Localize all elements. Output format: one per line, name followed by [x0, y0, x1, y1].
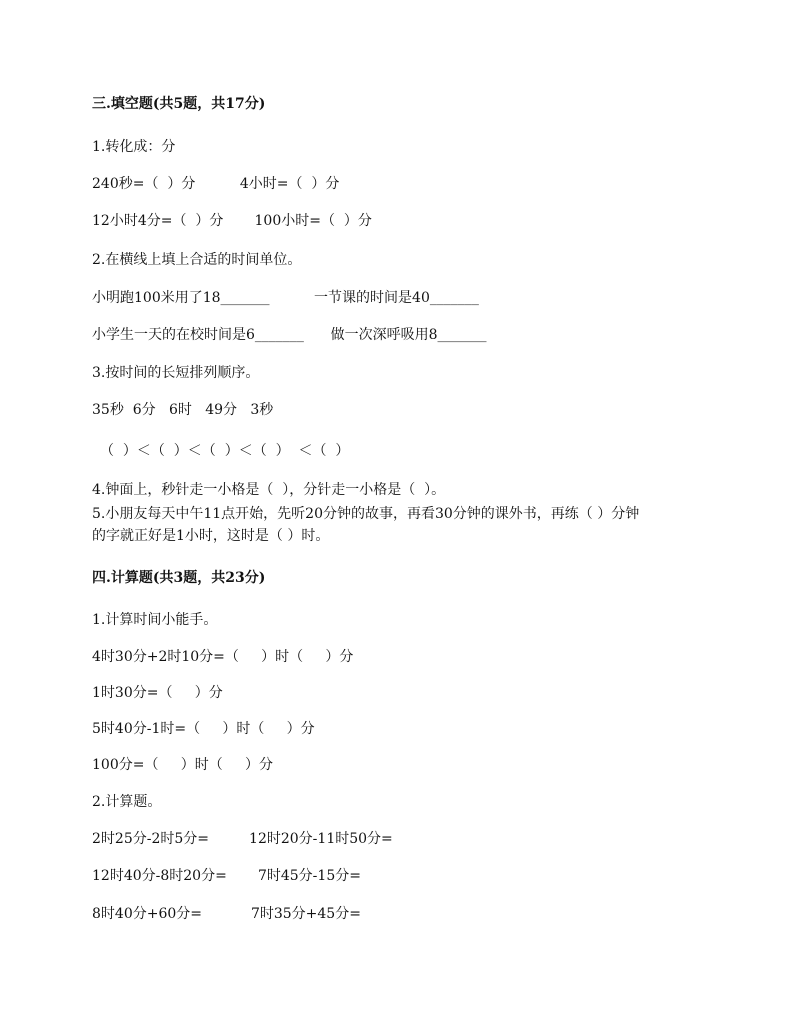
question-4-1-line-1: 4时30分+2时10分=（ ）时（ ）分	[92, 649, 354, 665]
question-3-4: 4.钟面上，秒针走一小格是（ ），分针走一小格是（ ）。	[92, 482, 446, 498]
question-3-2-line-1: 小明跑100米用了18_______ 一节课的时间是40_______	[92, 290, 479, 306]
question-4-1-line-4: 100分=（ ）时（ ）分	[92, 757, 273, 773]
question-3-1-line-2: 12小时4分=（ ）分 100小时=（ ）分	[92, 213, 372, 229]
question-4-2-line-2: 12时40分-8时20分= 7时45分-15分=	[92, 868, 361, 884]
question-3-2-prompt: 2.在横线上填上合适的时间单位。	[92, 252, 302, 268]
question-4-2-line-3: 8时40分+60分= 7时35分+45分=	[92, 906, 361, 922]
question-4-1-prompt: 1.计算时间小能手。	[92, 612, 218, 628]
question-3-1-line-1: 240秒=（ ）分 4小时=（ ）分	[92, 176, 340, 192]
question-4-1-line-2: 1时30分=（ ）分	[92, 685, 223, 701]
question-3-3-order: （ ）＜（ ）＜（ ）＜（ ） ＜（ ）	[100, 443, 350, 459]
question-4-2-prompt: 2.计算题。	[92, 794, 162, 810]
question-3-1-prompt: 1.转化成：分	[92, 139, 176, 155]
question-3-3-prompt: 3.按时间的长短排列顺序。	[92, 365, 260, 381]
section-4-title: 四.计算题(共3题，共23分)	[92, 570, 266, 586]
section-3-title: 三.填空题(共5题，共17分)	[92, 96, 266, 112]
question-4-1-line-3: 5时40分-1时=（ ）时（ ）分	[92, 721, 315, 737]
question-3-5: 5.小朋友每天中午11点开始，先听20分钟的故事，再看30分钟的课外书，再练（ ）分钟的字就正好是1小时，这时是（ ）时。	[92, 506, 640, 544]
question-3-3-items: 35秒 6分 6时 49分 3秒	[92, 402, 274, 418]
question-3-2-line-2: 小学生一天的在校时间是6_______ 做一次深呼吸用8_______	[92, 327, 487, 343]
question-4-2-line-1: 2时25分-2时5分= 12时20分-11时50分=	[92, 831, 393, 847]
